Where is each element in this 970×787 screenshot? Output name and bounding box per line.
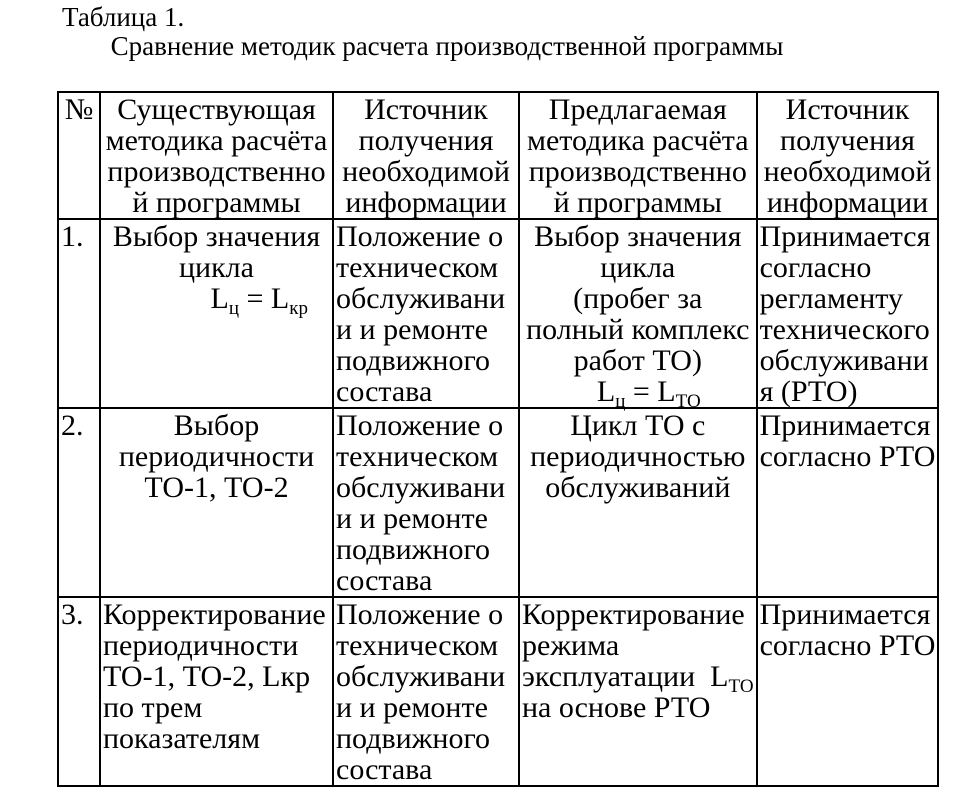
cell-text: обслуживани: [336, 282, 506, 315]
cell-line: [336, 221, 516, 252]
table-cell: [100, 597, 333, 786]
cell-text: и и ремонте: [336, 691, 488, 724]
cell-line: [103, 94, 330, 125]
cell-text: 2.: [61, 409, 84, 442]
cell-line: [336, 125, 516, 156]
cell-line: [522, 692, 754, 723]
cell-line: [760, 314, 936, 345]
cell-line: [522, 314, 754, 345]
cell-text: методика расчёта: [105, 124, 328, 157]
cell-line: [103, 282, 330, 319]
cell-text: и и ремонте: [336, 502, 488, 535]
cell-line: [760, 630, 936, 661]
subscript-text: ц: [228, 298, 240, 319]
cell-line: [336, 661, 516, 692]
cell-line: [522, 599, 754, 630]
cell-text: Выбор значения: [112, 220, 321, 253]
cell-line: [103, 723, 330, 754]
cell-line: [103, 661, 330, 692]
table-cell: [100, 408, 333, 597]
cell-text: получения: [358, 124, 494, 157]
comparison-table: [57, 91, 939, 787]
cell-text: цикла: [179, 251, 254, 284]
cell-text: й программы: [132, 186, 301, 219]
table-cell: [58, 219, 100, 408]
cell-text: методика расчёта: [526, 124, 749, 157]
cell-line: [103, 472, 330, 503]
cell-text: L: [596, 375, 616, 408]
cell-text: обслуживани: [336, 660, 506, 693]
cell-line: [336, 156, 516, 187]
cell-text: технического: [759, 313, 930, 346]
cell-text: и и ремонте: [336, 313, 488, 346]
cell-line: [61, 599, 97, 630]
cell-line: [760, 156, 936, 187]
cell-text: Корректирование: [522, 598, 745, 631]
cell-line: [103, 410, 330, 441]
cell-text: обслуживани: [336, 471, 506, 504]
cell-line: [336, 283, 516, 314]
header-cell: [519, 92, 757, 219]
subscript-text: кр: [289, 298, 308, 319]
cell-text: = L: [239, 282, 290, 315]
subscript-text: ТО: [728, 676, 754, 697]
header-cell: [100, 92, 333, 219]
cell-text: Корректирование: [103, 598, 326, 631]
cell-text: информации: [345, 186, 507, 219]
cell-line: [336, 94, 516, 125]
table-row: [58, 408, 938, 597]
cell-text: работ ТО): [573, 344, 702, 377]
cell-line: [760, 221, 936, 252]
cell-line: [336, 441, 516, 472]
cell-line: [522, 660, 754, 697]
header-row: [58, 92, 938, 219]
cell-line: [760, 94, 936, 125]
cell-line: [760, 187, 936, 218]
cell-line: [61, 94, 97, 125]
cell-text: я (РТО): [759, 375, 858, 408]
cell-line: [522, 345, 754, 376]
cell-text: ТО-1, ТО-2: [144, 471, 289, 504]
cell-text: периодичности: [103, 629, 299, 662]
table-cell: [519, 597, 757, 786]
cell-text: необходимой: [342, 155, 510, 188]
cell-text: Принимается: [759, 409, 931, 442]
table-header: [58, 92, 938, 219]
header-cell: [333, 92, 519, 219]
cell-line: [760, 599, 936, 630]
cell-text: Выбор: [173, 409, 260, 442]
subscript-text: ТО: [675, 391, 701, 412]
cell-text: 1.: [61, 220, 84, 253]
cell-text: обслуживаний: [545, 471, 731, 504]
cell-line: [522, 252, 754, 283]
cell-line: [336, 723, 516, 754]
cell-line: [522, 187, 754, 218]
table-cell: [757, 408, 939, 597]
cell-text: техническом: [336, 629, 499, 662]
cell-line: [336, 503, 516, 534]
cell-line: [336, 314, 516, 345]
cell-text: Положение о: [336, 220, 504, 253]
cell-line: [103, 599, 330, 630]
cell-line: [103, 692, 330, 723]
cell-text: на основе РТО: [522, 691, 711, 724]
cell-text: подвижного: [336, 344, 491, 377]
table-cell: [333, 219, 519, 408]
cell-text: Источник: [364, 93, 488, 126]
cell-text: Существующая: [117, 93, 316, 126]
cell-text: №: [64, 93, 94, 126]
table-cell: [519, 219, 757, 412]
cell-text: Предлагаемая: [548, 93, 727, 126]
subscript-text: ц: [615, 391, 626, 412]
cell-text: ТО-1, ТО-2, Lкр: [103, 660, 311, 693]
cell-line: [522, 125, 754, 156]
cell-text: необходимой: [763, 155, 932, 188]
cell-line: [522, 221, 754, 252]
table-cell: [757, 597, 939, 786]
cell-text: обслуживани: [759, 344, 929, 377]
cell-text: согласно: [759, 251, 872, 284]
cell-line: [103, 156, 330, 187]
cell-line: [336, 345, 516, 376]
cell-text: периодичности: [118, 440, 315, 473]
table-row: [58, 597, 938, 786]
cell-text: подвижного: [336, 722, 491, 755]
cell-text: подвижного: [336, 533, 491, 566]
cell-text: = L: [625, 375, 676, 408]
cell-line: [103, 187, 330, 218]
cell-text: эксплуатации L: [522, 660, 729, 693]
table-cell: [519, 408, 757, 597]
cell-text: техническом: [336, 251, 499, 284]
cell-line: [103, 441, 330, 472]
cell-text: производственно: [528, 155, 747, 188]
table-cell: [757, 219, 939, 408]
cell-text: полный комплекс: [526, 313, 750, 346]
cell-text: й программы: [553, 186, 722, 219]
cell-line: [522, 410, 754, 441]
cell-line: [760, 345, 936, 376]
cell-line: [522, 156, 754, 187]
cell-line: [760, 125, 936, 156]
cell-text: периодичностью: [530, 440, 746, 473]
cell-line: [336, 754, 516, 785]
cell-text: информации: [766, 186, 929, 219]
cell-line: [61, 410, 97, 441]
header-cell: [58, 92, 100, 219]
cell-text: производственно: [107, 155, 326, 188]
cell-text: согласно РТО: [759, 629, 936, 662]
cell-line: [336, 187, 516, 218]
cell-line: [103, 125, 330, 156]
cell-text: Принимается: [759, 220, 931, 253]
cell-line: [103, 630, 330, 661]
cell-line: [336, 472, 516, 503]
cell-line: [336, 599, 516, 630]
cell-line: [760, 410, 936, 441]
cell-text: получения: [780, 124, 915, 157]
cell-line: [522, 94, 754, 125]
table-cell: [58, 597, 100, 786]
cell-text: Выбор значения: [534, 220, 742, 253]
cell-line: [522, 630, 754, 661]
table-caption: Таблица 1.: [62, 2, 185, 32]
cell-text: Источник: [785, 93, 910, 126]
cell-text: (пробег за: [573, 282, 703, 315]
table-title: Сравнение методик расчета производственной программы: [110, 31, 784, 61]
cell-text: L: [210, 282, 229, 315]
cell-line: [336, 565, 516, 596]
cell-line: [336, 630, 516, 661]
cell-line: [760, 376, 936, 407]
cell-line: [61, 221, 97, 252]
cell-text: согласно РТО: [759, 440, 936, 473]
cell-line: [103, 221, 330, 252]
cell-line: [336, 252, 516, 283]
cell-line: [522, 375, 754, 412]
table-body: [58, 219, 938, 786]
table-cell: [333, 597, 519, 786]
cell-line: [336, 692, 516, 723]
header-cell: [757, 92, 939, 219]
cell-text: Принимается: [759, 598, 931, 631]
cell-line: [760, 441, 936, 472]
cell-text: цикла: [600, 251, 676, 284]
cell-text: состава: [336, 564, 433, 597]
cell-text: техническом: [336, 440, 499, 473]
table-cell: [333, 408, 519, 597]
cell-text: 3.: [61, 598, 84, 631]
table-row: [58, 219, 938, 408]
cell-text: Цикл ТО с: [570, 409, 706, 442]
cell-text: по трем: [103, 691, 203, 724]
cell-text: показателям: [103, 722, 261, 755]
cell-line: [336, 376, 516, 407]
cell-text: регламенту: [759, 282, 904, 315]
cell-line: [103, 252, 330, 283]
cell-text: Положение о: [336, 409, 504, 442]
cell-line: [336, 534, 516, 565]
cell-line: [522, 283, 754, 314]
cell-line: [760, 283, 936, 314]
cell-text: состава: [336, 753, 433, 786]
cell-text: режима: [522, 629, 620, 662]
cell-text: состава: [336, 375, 433, 408]
cell-line: [522, 441, 754, 472]
cell-line: [336, 410, 516, 441]
table-cell: [100, 219, 333, 408]
table-cell: [58, 408, 100, 597]
cell-line: [760, 252, 936, 283]
cell-text: Положение о: [336, 598, 504, 631]
cell-line: [522, 472, 754, 503]
